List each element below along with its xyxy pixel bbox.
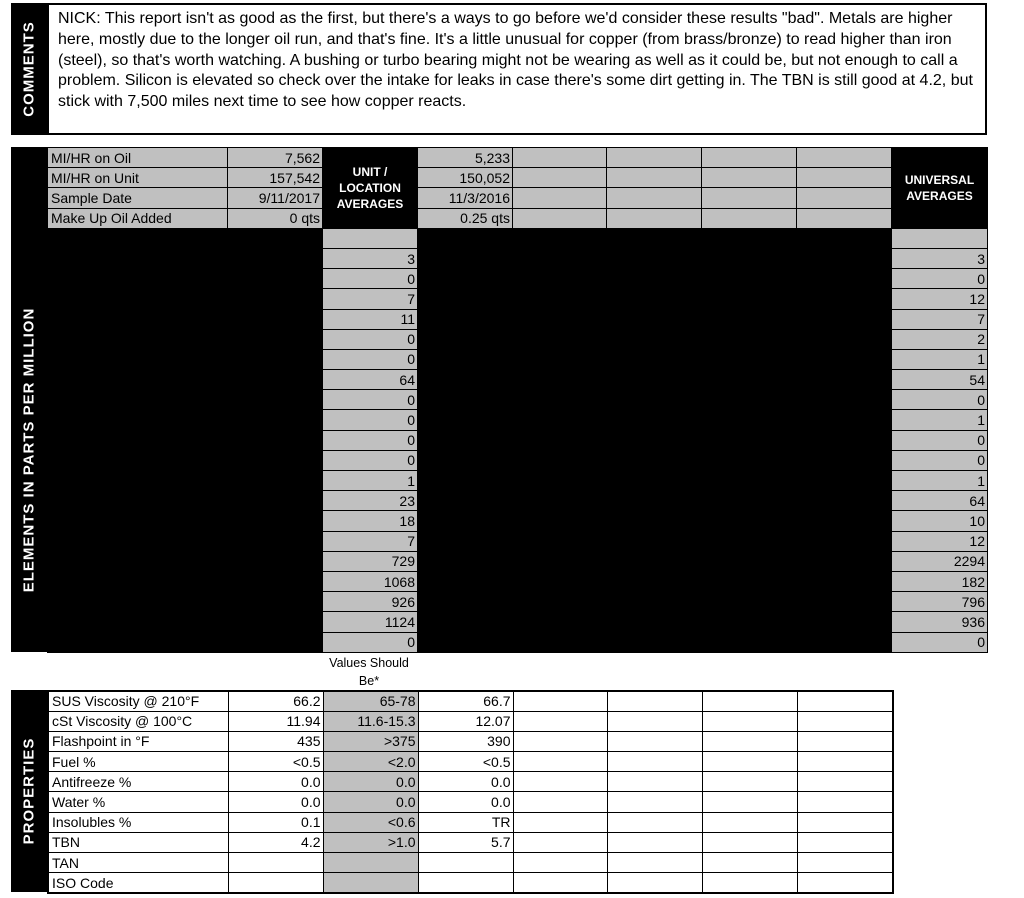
property-row: [48, 752, 893, 772]
property-name: TBN: [48, 832, 228, 852]
current-value: 66.2: [228, 691, 323, 711]
element-row: [48, 349, 988, 369]
unit-location-averages-heading: UNIT / LOCATION AVERAGES: [323, 148, 418, 229]
unit-average-value: 11: [323, 309, 418, 329]
element-name: BARIUM: [48, 632, 228, 652]
property-name: Antifreeze %: [48, 772, 228, 792]
current-value: 21: [228, 491, 323, 511]
previous-value: 0: [418, 632, 513, 652]
current-value: 0: [228, 269, 323, 289]
current-value: 11.94: [228, 711, 323, 731]
element-row: [48, 612, 988, 632]
previous-value: 0.0: [418, 792, 513, 812]
element-name: MAGNESIUM: [48, 571, 228, 591]
element-row: [48, 329, 988, 349]
current-value: 0: [228, 430, 323, 450]
element-name: CHROMIUM: [48, 269, 228, 289]
universal-average-value: 0: [892, 450, 988, 470]
element-name: CALCIUM: [48, 551, 228, 571]
element-row: [48, 491, 988, 511]
property-name: cSt Viscosity @ 100°C: [48, 711, 228, 731]
element-row: [48, 248, 988, 268]
previous-value: 390: [418, 731, 513, 751]
current-value: 0.1: [228, 812, 323, 832]
current-value: <0.5: [228, 752, 323, 772]
universal-average-value: 1: [892, 471, 988, 491]
elements-table: [47, 147, 988, 653]
element-name: SILVER: [48, 430, 228, 450]
universal-average-value: 936: [892, 612, 988, 632]
element-row: [48, 632, 988, 652]
element-name: POTASSIUM: [48, 471, 228, 491]
header-label: MI/HR on Oil: [48, 148, 228, 168]
previous-value: 0: [418, 269, 513, 289]
unit-average-value: 3: [323, 248, 418, 268]
property-row: [48, 772, 893, 792]
previous-value: 878: [418, 592, 513, 612]
universal-averages-heading: UNIVERSAL AVERAGES: [892, 148, 988, 229]
element-row: [48, 511, 988, 531]
previous-value: 0: [418, 410, 513, 430]
element-row: [48, 592, 988, 612]
previous-value: 60: [418, 370, 513, 390]
previous-value: 150,052: [418, 168, 513, 188]
previous-value: <0.5: [418, 752, 513, 772]
current-value: 13: [228, 309, 323, 329]
should-be-value: 0.0: [323, 772, 418, 792]
current-value: 788: [228, 551, 323, 571]
current-value: 0: [228, 632, 323, 652]
should-be-value: 65-78: [323, 691, 418, 711]
universal-average-value: 0: [892, 269, 988, 289]
current-value: 68: [228, 370, 323, 390]
previous-value: 0: [418, 329, 513, 349]
previous-value: 5: [418, 289, 513, 309]
current-value: 7,562: [228, 148, 323, 168]
element-row: [48, 289, 988, 309]
previous-value: 1067: [418, 612, 513, 632]
previous-value: 5,233: [418, 148, 513, 168]
property-row: [48, 812, 893, 832]
unit-average-value: 18: [323, 511, 418, 531]
current-value: 0.0: [228, 792, 323, 812]
previous-value: 25: [418, 491, 513, 511]
unit-average-value: 7: [323, 531, 418, 551]
previous-value: 5.7: [418, 832, 513, 852]
element-name: TITANIUM: [48, 450, 228, 470]
header-label: Make Up Oil Added: [48, 208, 228, 228]
should-be-value: [323, 853, 418, 873]
property-row: [48, 711, 893, 731]
element-row: [48, 309, 988, 329]
element-name: BORON: [48, 491, 228, 511]
element-name: SILICON: [48, 511, 228, 531]
header-label: Sample Date: [48, 188, 228, 208]
should-be-value: >375: [323, 731, 418, 751]
universal-average-value: 0: [892, 430, 988, 450]
current-value: [228, 873, 323, 893]
element-name: LEAD: [48, 329, 228, 349]
current-value: 0.0: [228, 772, 323, 792]
current-value: 0 qts: [228, 208, 323, 228]
current-value: 3: [228, 248, 323, 268]
element-row: [48, 410, 988, 430]
current-value: 21: [228, 511, 323, 531]
header-row: [48, 188, 988, 208]
should-be-value: 0.0: [323, 792, 418, 812]
current-value: 0: [228, 410, 323, 430]
current-value: 435: [228, 731, 323, 751]
universal-average-value: 2294: [892, 551, 988, 571]
element-name: MOLYBDENUM: [48, 370, 228, 390]
previous-value: 0.0: [418, 772, 513, 792]
universal-average-value: 7: [892, 309, 988, 329]
unit-average-value: 23: [323, 491, 418, 511]
property-row: [48, 691, 893, 711]
property-row: [48, 792, 893, 812]
previous-value: 0: [418, 390, 513, 410]
element-name: SODIUM: [48, 531, 228, 551]
elements-sidebar-label: ELEMENTS IN PARTS PER MILLION: [11, 248, 47, 652]
property-name: ISO Code: [48, 873, 228, 893]
unit-average-value: 0: [323, 329, 418, 349]
should-be-value: >1.0: [323, 832, 418, 852]
property-name: Fuel %: [48, 752, 228, 772]
properties-sidebar-label: PROPERTIES: [11, 690, 47, 892]
previous-value: 12.07: [418, 711, 513, 731]
properties-table: [47, 690, 894, 894]
previous-value: 670: [418, 551, 513, 571]
universal-average-value: 182: [892, 571, 988, 591]
current-value: 157,542: [228, 168, 323, 188]
property-name: Water %: [48, 792, 228, 812]
element-row: [48, 450, 988, 470]
unit-average-value: 0: [323, 269, 418, 289]
element-row: [48, 471, 988, 491]
header-label: MI/HR on Unit: [48, 168, 228, 188]
current-value: 0: [228, 390, 323, 410]
current-value: 0: [228, 349, 323, 369]
element-name: IRON: [48, 289, 228, 309]
universal-average-value: 10: [892, 511, 988, 531]
universal-average-value: 0: [892, 390, 988, 410]
previous-value: 8: [418, 309, 513, 329]
values-should-be-caption: Values Should Be*: [329, 656, 409, 688]
current-value: 0: [228, 450, 323, 470]
spacer-row: [48, 228, 988, 248]
universal-average-value: 2: [892, 329, 988, 349]
current-value: 1180: [228, 612, 323, 632]
header-row: [48, 148, 988, 168]
unit-average-value: 0: [323, 390, 418, 410]
universal-average-value: 64: [892, 491, 988, 511]
current-value: 1132: [228, 571, 323, 591]
universal-average-value: 1: [892, 410, 988, 430]
previous-value: 15: [418, 511, 513, 531]
element-name: PHOSPHORUS: [48, 592, 228, 612]
unit-average-value: 0: [323, 410, 418, 430]
property-row: [48, 873, 893, 893]
previous-value: 1004: [418, 571, 513, 591]
unit-average-value: 1068: [323, 571, 418, 591]
previous-value: [418, 853, 513, 873]
should-be-value: <0.6: [323, 812, 418, 832]
element-name: TIN: [48, 349, 228, 369]
should-be-value: 11.6-15.3: [323, 711, 418, 731]
unit-average-value: 1: [323, 471, 418, 491]
previous-value: TR: [418, 812, 513, 832]
property-row: [48, 832, 893, 852]
property-row: [48, 853, 893, 873]
element-row: [48, 370, 988, 390]
unit-average-value: 0: [323, 349, 418, 369]
current-value: 974: [228, 592, 323, 612]
previous-value: 0: [418, 349, 513, 369]
unit-average-value: 1124: [323, 612, 418, 632]
property-name: Insolubles %: [48, 812, 228, 832]
property-row: [48, 731, 893, 751]
previous-value: [418, 873, 513, 893]
current-value: 8: [228, 289, 323, 309]
universal-average-value: 54: [892, 370, 988, 390]
unit-average-value: 7: [323, 289, 418, 309]
unit-average-value: 64: [323, 370, 418, 390]
previous-value: 0: [418, 430, 513, 450]
property-name: TAN: [48, 853, 228, 873]
current-value: 4.2: [228, 832, 323, 852]
previous-value: 1: [418, 471, 513, 491]
element-name: ALUMINUM: [48, 248, 228, 268]
element-name: ZINC: [48, 612, 228, 632]
universal-average-value: 12: [892, 531, 988, 551]
universal-average-value: 0: [892, 632, 988, 652]
current-value: [228, 853, 323, 873]
property-name: SUS Viscosity @ 210°F: [48, 691, 228, 711]
element-row: [48, 571, 988, 591]
previous-value: 0.25 qts: [418, 208, 513, 228]
unit-average-value: 0: [323, 632, 418, 652]
header-row: [48, 168, 988, 188]
previous-value: 11/3/2016: [418, 188, 513, 208]
header-row: [48, 208, 988, 228]
should-be-value: [323, 873, 418, 893]
element-row: [48, 430, 988, 450]
universal-average-value: 12: [892, 289, 988, 309]
universal-average-value: 3: [892, 248, 988, 268]
previous-value: 2: [418, 248, 513, 268]
unit-average-value: 0: [323, 450, 418, 470]
element-name: MANGANESE: [48, 410, 228, 430]
element-name: NICKEL: [48, 390, 228, 410]
unit-average-value: 926: [323, 592, 418, 612]
previous-value: 66.7: [418, 691, 513, 711]
element-row: [48, 531, 988, 551]
previous-value: 5: [418, 531, 513, 551]
property-name: Flashpoint in °F: [48, 731, 228, 751]
comments-text: NICK: This report isn't as good as the first, but there's a ways to go before we'd consider these results "bad". Metals are higher here, mostly due to the longer oil run, and that's fine. It's a little unusual for copper (from brass/bronze) to read higher than iron (steel), so that's worth watching. A bushing or turbo bearing might not be wearing as well as it could be, but not enough to call a problem. Silicon is elevated so check over the intake for leaks in case there's some dirt getting in. The TBN is still good at 4.2, but stick with 7,500 miles next time to see how copper reacts.: [47, 3, 987, 135]
current-value: 0: [228, 329, 323, 349]
unit-average-value: 0: [323, 430, 418, 450]
universal-average-value: 1: [892, 349, 988, 369]
previous-value: 0: [418, 450, 513, 470]
current-value: 0: [228, 471, 323, 491]
element-row: [48, 551, 988, 571]
current-value: 9: [228, 531, 323, 551]
universal-average-value: 796: [892, 592, 988, 612]
element-row: [48, 269, 988, 289]
element-row: [48, 390, 988, 410]
comments-sidebar-label: COMMENTS: [11, 3, 47, 135]
element-name: COPPER: [48, 309, 228, 329]
unit-average-value: 729: [323, 551, 418, 571]
should-be-value: <2.0: [323, 752, 418, 772]
current-value: 9/11/2017: [228, 188, 323, 208]
